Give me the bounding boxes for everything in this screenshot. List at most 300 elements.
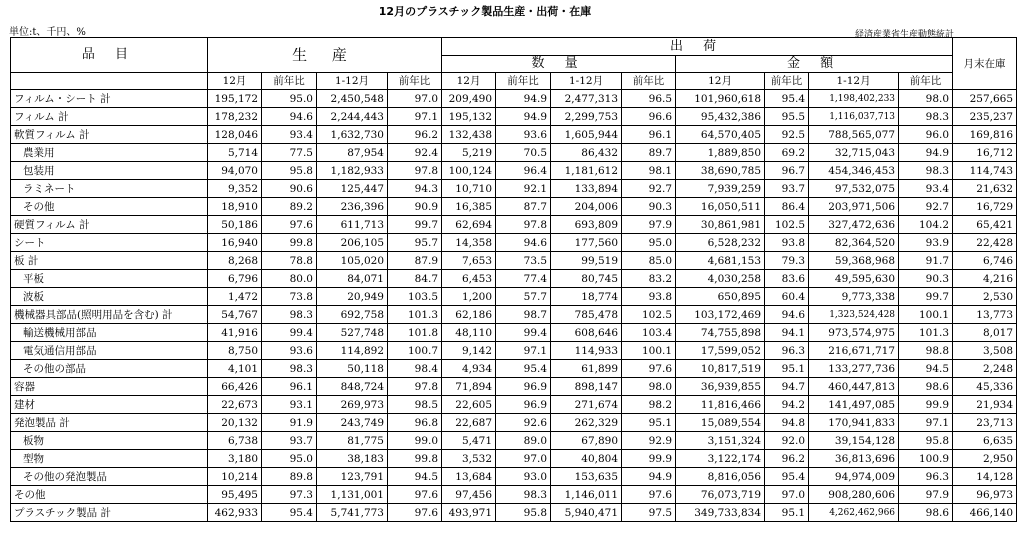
table-cell: 2,477,313 (551, 90, 622, 108)
table-cell: 349,733,834 (676, 504, 765, 522)
table-cell: 101,960,618 (676, 90, 765, 108)
table-cell: 94.6 (765, 306, 809, 324)
table-cell: 4,030,258 (676, 270, 765, 288)
table-row (11, 180, 1017, 198)
row-label: プラスチック製品 計 (11, 504, 208, 522)
table-cell: 80.0 (262, 270, 317, 288)
table-cell: 101.8 (388, 324, 442, 342)
table-cell: 98.0 (622, 378, 676, 396)
source-label: 経済産業省生産動態統計 (854, 30, 954, 40)
table-cell: 4,216 (953, 270, 1017, 288)
header-qty-dec-yoy: 前年比 (496, 73, 551, 90)
table-cell: 91.9 (262, 414, 317, 432)
table-cell: 100.1 (899, 306, 953, 324)
table-cell: 460,447,813 (809, 378, 899, 396)
table-cell: 82,364,520 (809, 234, 899, 252)
header-prod-dec: 12月 (208, 73, 262, 90)
table-cell: 103.5 (388, 288, 442, 306)
table-cell: 169,816 (953, 126, 1017, 144)
table-cell: 98.1 (622, 162, 676, 180)
table-cell: 87.7 (496, 198, 551, 216)
table-cell: 454,346,453 (809, 162, 899, 180)
table-cell: 10,710 (442, 180, 496, 198)
table-cell: 100.9 (899, 450, 953, 468)
table-cell: 30,861,981 (676, 216, 765, 234)
table-cell: 95.8 (496, 504, 551, 522)
table-cell: 96,973 (953, 486, 1017, 504)
table-cell: 94.9 (496, 108, 551, 126)
table-cell: 133,894 (551, 180, 622, 198)
table-cell: 94.5 (899, 360, 953, 378)
table-cell: 93.9 (899, 234, 953, 252)
table-cell: 262,329 (551, 414, 622, 432)
table-cell: 103,172,469 (676, 306, 765, 324)
table-cell: 94.6 (496, 234, 551, 252)
table-cell: 8,816,056 (676, 468, 765, 486)
table-cell: 99.8 (388, 450, 442, 468)
table-row (11, 450, 1017, 468)
table-cell: 95.0 (262, 450, 317, 468)
table-cell: 70.5 (496, 144, 551, 162)
table-cell: 89.8 (262, 468, 317, 486)
table-cell: 128,046 (208, 126, 262, 144)
header-qty-ytd: 1-12月 (551, 73, 622, 90)
table-cell: 61,899 (551, 360, 622, 378)
row-label: 型物 (11, 450, 208, 468)
header-shipment: 出 荷 (442, 38, 953, 56)
table-cell: 90.3 (622, 198, 676, 216)
table-cell: 16,729 (953, 198, 1017, 216)
table-cell: 236,396 (317, 198, 388, 216)
table-cell: 84,071 (317, 270, 388, 288)
table-cell: 178,232 (208, 108, 262, 126)
table-cell: 96.2 (765, 450, 809, 468)
table-row (11, 504, 1017, 522)
table-cell: 77.5 (262, 144, 317, 162)
table-cell: 170,941,833 (809, 414, 899, 432)
table-row (11, 378, 1017, 396)
table-cell: 96.0 (899, 126, 953, 144)
table-cell: 203,971,506 (809, 198, 899, 216)
table-cell: 78.8 (262, 252, 317, 270)
table-cell: 102.5 (622, 306, 676, 324)
table-cell: 98.3 (262, 306, 317, 324)
table-cell: 39,154,128 (809, 432, 899, 450)
table-cell: 21,934 (953, 396, 1017, 414)
table-cell: 4,681,153 (676, 252, 765, 270)
table-row (11, 144, 1017, 162)
row-label: その他の部品 (11, 360, 208, 378)
table-cell: 96.4 (496, 162, 551, 180)
table-cell: 83.6 (765, 270, 809, 288)
table-cell: 10,817,519 (676, 360, 765, 378)
header-amount: 金 額 (676, 56, 953, 73)
table-cell: 74,755,898 (676, 324, 765, 342)
table-cell: 93.7 (262, 432, 317, 450)
row-label: 硬質フィルム 計 (11, 216, 208, 234)
table-cell: 97.3 (262, 486, 317, 504)
table-cell: 1,200 (442, 288, 496, 306)
table-cell: 96.9 (496, 378, 551, 396)
table-row (11, 486, 1017, 504)
table-cell: 3,180 (208, 450, 262, 468)
table-cell: 13,773 (953, 306, 1017, 324)
table-cell: 73.8 (262, 288, 317, 306)
table-cell: 100.7 (388, 342, 442, 360)
table-cell: 100,124 (442, 162, 496, 180)
table-cell: 94,974,009 (809, 468, 899, 486)
table-cell: 18,910 (208, 198, 262, 216)
table-cell: 1,181,612 (551, 162, 622, 180)
row-label: 電気通信用部品 (11, 342, 208, 360)
table-cell: 466,140 (953, 504, 1017, 522)
statistics-table (10, 37, 1017, 522)
table-cell: 177,560 (551, 234, 622, 252)
table-cell: 7,653 (442, 252, 496, 270)
table-cell: 96.2 (388, 126, 442, 144)
table-cell: 71,894 (442, 378, 496, 396)
table-cell: 22,673 (208, 396, 262, 414)
table-cell: 94.9 (496, 90, 551, 108)
table-cell: 90.3 (899, 270, 953, 288)
table-cell: 97.6 (262, 216, 317, 234)
table-cell: 97.1 (388, 108, 442, 126)
table-cell: 133,277,736 (809, 360, 899, 378)
table-cell: 93.8 (622, 288, 676, 306)
table-cell: 92.0 (765, 432, 809, 450)
table-cell: 66,426 (208, 378, 262, 396)
table-cell: 2,299,753 (551, 108, 622, 126)
table-cell: 92.9 (622, 432, 676, 450)
table-cell: 93.8 (765, 234, 809, 252)
table-row (11, 270, 1017, 288)
table-cell: 97.6 (622, 486, 676, 504)
table-cell: 16,385 (442, 198, 496, 216)
table-cell: 327,472,636 (809, 216, 899, 234)
table-cell: 973,574,975 (809, 324, 899, 342)
table-cell: 271,674 (551, 396, 622, 414)
table-cell: 94.7 (765, 378, 809, 396)
table-cell: 95.4 (765, 468, 809, 486)
table-cell: 95.4 (496, 360, 551, 378)
table-cell: 5,940,471 (551, 504, 622, 522)
table-cell: 5,714 (208, 144, 262, 162)
table-cell: 36,813,696 (809, 450, 899, 468)
header-prod-dec-yoy: 前年比 (262, 73, 317, 90)
table-cell: 16,050,511 (676, 198, 765, 216)
table-cell: 15,089,554 (676, 414, 765, 432)
table-cell: 1,146,011 (551, 486, 622, 504)
table-cell: 97.8 (496, 216, 551, 234)
table-row (11, 396, 1017, 414)
table-cell: 94.9 (899, 144, 953, 162)
row-label: フィルム 計 (11, 108, 208, 126)
row-label: 発泡製品 計 (11, 414, 208, 432)
table-cell: 2,530 (953, 288, 1017, 306)
table-cell: 95.4 (262, 504, 317, 522)
table-cell: 23,713 (953, 414, 1017, 432)
table-cell: 95.1 (622, 414, 676, 432)
table-cell: 1,131,001 (317, 486, 388, 504)
row-label: 波板 (11, 288, 208, 306)
table-cell: 40,804 (551, 450, 622, 468)
table-cell: 1,323,524,428 (809, 306, 899, 324)
table-cell: 69.2 (765, 144, 809, 162)
table-cell: 6,738 (208, 432, 262, 450)
table-cell: 50,118 (317, 360, 388, 378)
table-cell: 527,748 (317, 324, 388, 342)
table-cell: 97.6 (388, 504, 442, 522)
header-inventory: 月末在庫 (953, 38, 1017, 90)
table-cell: 22,605 (442, 396, 496, 414)
table-cell: 114,892 (317, 342, 388, 360)
table-cell: 48,110 (442, 324, 496, 342)
table-cell: 95,495 (208, 486, 262, 504)
table-cell: 7,939,259 (676, 180, 765, 198)
table-cell: 98.3 (899, 108, 953, 126)
table-cell: 98.3 (262, 360, 317, 378)
table-row (11, 126, 1017, 144)
header-qty-dec: 12月 (442, 73, 496, 90)
table-cell: 99.7 (899, 288, 953, 306)
table-cell: 22,428 (953, 234, 1017, 252)
table-row (11, 342, 1017, 360)
header-amt-dec: 12月 (676, 73, 765, 90)
table-cell: 98.0 (899, 90, 953, 108)
table-cell: 54,767 (208, 306, 262, 324)
table-cell: 2,244,443 (317, 108, 388, 126)
table-cell: 98.3 (496, 486, 551, 504)
table-body (11, 90, 1017, 522)
table-cell: 87.9 (388, 252, 442, 270)
table-cell: 1,116,037,713 (809, 108, 899, 126)
row-label: 軟質フィルム 計 (11, 126, 208, 144)
table-cell: 96.7 (765, 162, 809, 180)
table-cell: 1,632,730 (317, 126, 388, 144)
table-cell: 102.5 (765, 216, 809, 234)
table-row (11, 306, 1017, 324)
table-cell: 32,715,043 (809, 144, 899, 162)
table-cell: 90.9 (388, 198, 442, 216)
table-cell: 21,632 (953, 180, 1017, 198)
table-cell: 99.9 (622, 450, 676, 468)
table-cell: 5,741,773 (317, 504, 388, 522)
table-cell: 97.6 (622, 360, 676, 378)
table-cell: 8,017 (953, 324, 1017, 342)
header-prod-ytd-yoy: 前年比 (388, 73, 442, 90)
table-cell: 97.1 (496, 342, 551, 360)
table-cell: 3,122,174 (676, 450, 765, 468)
table-cell: 98.6 (899, 378, 953, 396)
table-cell: 6,796 (208, 270, 262, 288)
table-cell: 62,694 (442, 216, 496, 234)
table-row (11, 90, 1017, 108)
table-cell: 95.1 (765, 504, 809, 522)
header-amt-ytd-yoy: 前年比 (899, 73, 953, 90)
table-cell: 91.7 (899, 252, 953, 270)
row-label: 容器 (11, 378, 208, 396)
table-cell: 89.7 (622, 144, 676, 162)
table-cell: 94.5 (388, 468, 442, 486)
table-cell: 5,471 (442, 432, 496, 450)
table-cell: 60.4 (765, 288, 809, 306)
table-cell: 123,791 (317, 468, 388, 486)
table-cell: 92.7 (899, 198, 953, 216)
table-cell: 788,565,077 (809, 126, 899, 144)
table-cell: 62,186 (442, 306, 496, 324)
table-cell: 96.9 (496, 396, 551, 414)
table-cell: 216,671,717 (809, 342, 899, 360)
table-cell: 99.9 (899, 396, 953, 414)
table-cell: 95.0 (262, 90, 317, 108)
table-cell: 2,450,548 (317, 90, 388, 108)
table-cell: 89.2 (262, 198, 317, 216)
table-cell: 99.0 (388, 432, 442, 450)
table-cell: 38,690,785 (676, 162, 765, 180)
table-cell: 3,151,324 (676, 432, 765, 450)
table-cell: 79.3 (765, 252, 809, 270)
table-cell: 1,605,944 (551, 126, 622, 144)
table-cell: 97.5 (622, 504, 676, 522)
table-cell: 83.2 (622, 270, 676, 288)
table-cell: 98.3 (899, 162, 953, 180)
table-cell: 4,934 (442, 360, 496, 378)
table-cell: 608,646 (551, 324, 622, 342)
table-cell: 94.8 (765, 414, 809, 432)
table-cell: 95,432,386 (676, 108, 765, 126)
table-cell: 101.3 (899, 324, 953, 342)
table-cell: 65,421 (953, 216, 1017, 234)
table-cell: 89.0 (496, 432, 551, 450)
table-cell: 93.4 (262, 126, 317, 144)
table-cell: 96.1 (262, 378, 317, 396)
header-prod-ytd: 1-12月 (317, 73, 388, 90)
table-cell: 95.4 (765, 90, 809, 108)
row-label: その他 (11, 198, 208, 216)
table-cell: 98.5 (388, 396, 442, 414)
table-cell: 41,916 (208, 324, 262, 342)
row-label: 平板 (11, 270, 208, 288)
table-cell: 257,665 (953, 90, 1017, 108)
table-cell: 99.8 (262, 234, 317, 252)
table-cell: 2,248 (953, 360, 1017, 378)
table-cell: 13,684 (442, 468, 496, 486)
row-label: シート (11, 234, 208, 252)
table-cell: 785,478 (551, 306, 622, 324)
table-cell: 20,132 (208, 414, 262, 432)
table-cell: 22,687 (442, 414, 496, 432)
table-cell: 50,186 (208, 216, 262, 234)
table-cell: 16,712 (953, 144, 1017, 162)
table-cell: 93.0 (496, 468, 551, 486)
table-cell: 92.4 (388, 144, 442, 162)
table-row (11, 432, 1017, 450)
table-cell: 95.1 (765, 360, 809, 378)
table-cell: 209,490 (442, 90, 496, 108)
table-cell: 97.8 (388, 162, 442, 180)
table-cell: 93.6 (496, 126, 551, 144)
row-label: 輸送機械用部品 (11, 324, 208, 342)
header-item: 品 目 (11, 38, 208, 73)
table-cell: 94.1 (765, 324, 809, 342)
table-cell: 1,472 (208, 288, 262, 306)
table-cell: 94.9 (622, 468, 676, 486)
table-cell: 20,949 (317, 288, 388, 306)
table-row (11, 234, 1017, 252)
table-cell: 98.6 (899, 504, 953, 522)
table-cell: 94.6 (262, 108, 317, 126)
table-cell: 99.4 (496, 324, 551, 342)
table-cell: 10,214 (208, 468, 262, 486)
table-cell: 97,456 (442, 486, 496, 504)
table-cell: 92.7 (622, 180, 676, 198)
table-cell: 96.3 (765, 342, 809, 360)
table-cell: 114,933 (551, 342, 622, 360)
table-cell: 92.6 (496, 414, 551, 432)
table-cell: 4,101 (208, 360, 262, 378)
row-label: 建材 (11, 396, 208, 414)
row-label: ラミネート (11, 180, 208, 198)
table-cell: 98.4 (388, 360, 442, 378)
table-cell: 9,773,338 (809, 288, 899, 306)
table-cell: 11,816,466 (676, 396, 765, 414)
table-cell: 94.3 (388, 180, 442, 198)
table-cell: 1,198,402,233 (809, 90, 899, 108)
table-cell: 16,940 (208, 234, 262, 252)
table-cell: 204,006 (551, 198, 622, 216)
table-cell: 104.2 (899, 216, 953, 234)
table-cell: 94,070 (208, 162, 262, 180)
table-cell: 9,142 (442, 342, 496, 360)
table-cell: 93.7 (765, 180, 809, 198)
table-cell: 36,939,855 (676, 378, 765, 396)
table-cell: 77.4 (496, 270, 551, 288)
table-cell: 103.4 (622, 324, 676, 342)
table-cell: 6,528,232 (676, 234, 765, 252)
header-item-blank (11, 73, 208, 90)
table-cell: 8,750 (208, 342, 262, 360)
table-cell: 94.2 (765, 396, 809, 414)
table-cell: 57.7 (496, 288, 551, 306)
row-label: 農業用 (11, 144, 208, 162)
table-cell: 81,775 (317, 432, 388, 450)
table-cell: 99.4 (262, 324, 317, 342)
row-label: 板 計 (11, 252, 208, 270)
table-cell: 96.3 (899, 468, 953, 486)
table-cell: 93.1 (262, 396, 317, 414)
table-row (11, 108, 1017, 126)
table-cell: 17,599,052 (676, 342, 765, 360)
table-cell: 96.5 (622, 90, 676, 108)
header-amt-ytd: 1-12月 (809, 73, 899, 90)
table-cell: 67,890 (551, 432, 622, 450)
table-cell: 86.4 (765, 198, 809, 216)
table-cell: 85.0 (622, 252, 676, 270)
table-row (11, 414, 1017, 432)
table-cell: 84.7 (388, 270, 442, 288)
table-cell: 101.3 (388, 306, 442, 324)
table-cell: 49,595,630 (809, 270, 899, 288)
table-cell: 97.9 (899, 486, 953, 504)
table-cell: 650,895 (676, 288, 765, 306)
table-cell: 59,368,968 (809, 252, 899, 270)
table-cell: 97.0 (765, 486, 809, 504)
unit-label: 単位:t、千円、% (9, 27, 86, 38)
table-cell: 64,570,405 (676, 126, 765, 144)
table-cell: 908,280,606 (809, 486, 899, 504)
table-cell: 95.8 (899, 432, 953, 450)
header-quantity: 数 量 (442, 56, 676, 73)
